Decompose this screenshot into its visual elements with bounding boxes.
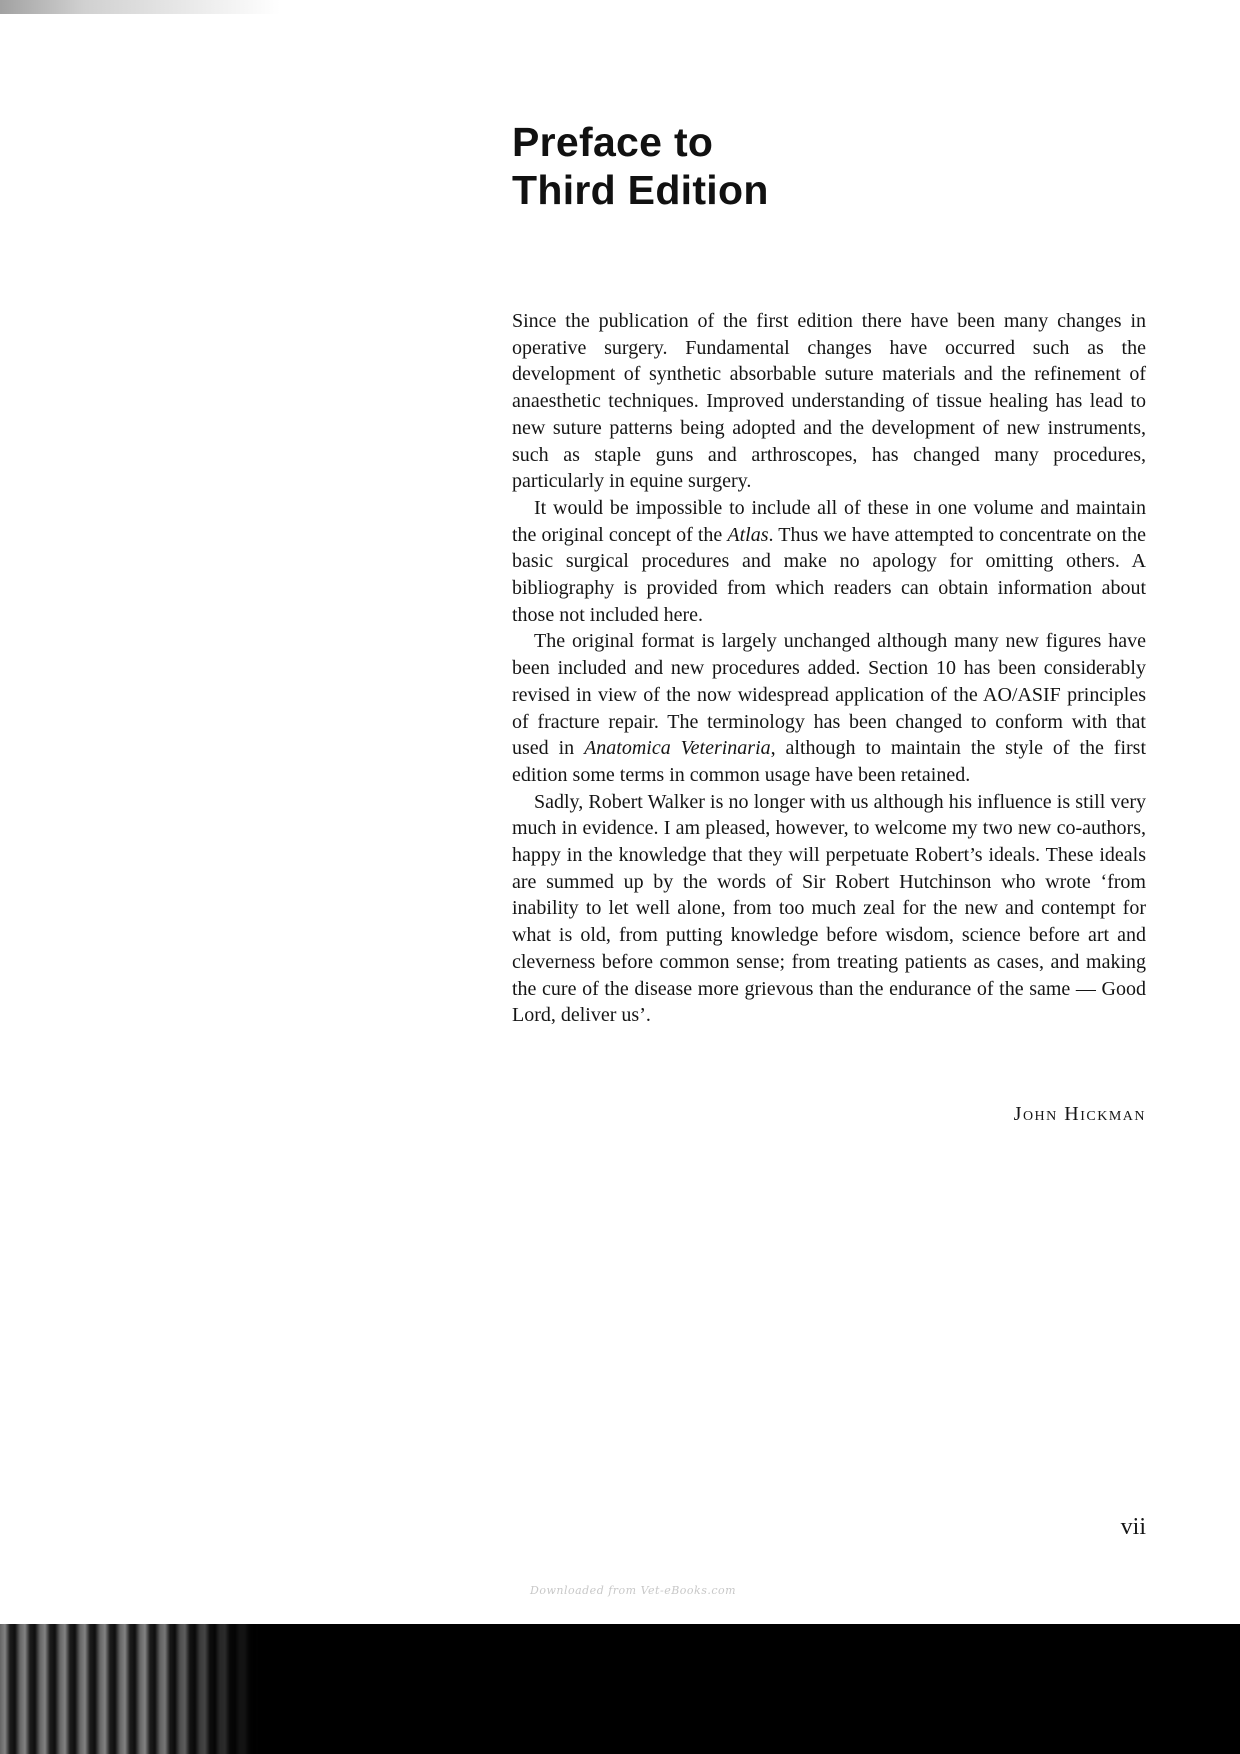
anatomica-veterinaria-italic: Anatomica Veterinaria	[584, 737, 771, 760]
title-line-2: Third Edition	[512, 167, 769, 213]
scan-edge-shadow	[0, 0, 280, 14]
paragraph-3-part-a: The original format is largely unchanged although many new figures have been included and new procedures added. Section 10 has been considerably revised in view of the now widespread application of the AO/ASIF principles of fracture repair. The terminology has been changed to conform with that used in	[512, 630, 1146, 760]
title-line-1: Preface to	[512, 119, 714, 165]
scan-bottom-stripes	[0, 1624, 260, 1754]
page-title	[512, 118, 769, 214]
author-signature: John Hickman	[1013, 1103, 1146, 1125]
paragraph-1: Since the publication of the first edition there have been many changes in operative surgery. Fundamental changes have occurred such as the development of synthetic absorbable suture materials and the refinement of anaesthetic techniques. Improved understanding of tissue healing has lead to new suture patterns being adopted and the development of new instruments, such as staple guns and arthroscopes, has changed many procedures, particularly in equine surgery.	[512, 310, 1146, 493]
preface-body	[512, 308, 1146, 1029]
paragraph-2-part-a: It would be impossible to include all of these in one volume and maintain the original concept of the	[512, 496, 1146, 546]
atlas-title-italic: Atlas	[727, 523, 769, 546]
paragraph-2-part-b: . Thus we have attempted to concentrate on the basic surgical procedures and make no apology for omitting others. A bibliography is provided from which readers can obtain information about those not included here.	[512, 523, 1147, 626]
page-number: vii	[1120, 1514, 1146, 1540]
paragraph-3-part-b: , although to maintain the style of the first edition some terms in common usage have been retained.	[512, 737, 1147, 786]
paragraph-3	[512, 628, 1146, 788]
paragraph-4: Sadly, Robert Walker is no longer with us although his influence is still very much in evidence. I am pleased, however, to welcome my two new co-authors, happy in the knowledge that they will perpetuate Robert’s ideals. These ideals are summed up by the words of Sir Robert Hutchinson who wrote ‘from inability to let well alone, from too much zeal for the new and contempt for what is old, from putting knowledge before wisdom, science before art and cleverness before common sense; from treating patients as cases, and making the cure of the disease more grievous than the endurance of the same — Good Lord, deliver us’.	[512, 790, 1146, 1027]
paragraph-2	[512, 495, 1146, 629]
download-watermark: Downloaded from Vet-eBooks.com	[530, 1584, 737, 1597]
